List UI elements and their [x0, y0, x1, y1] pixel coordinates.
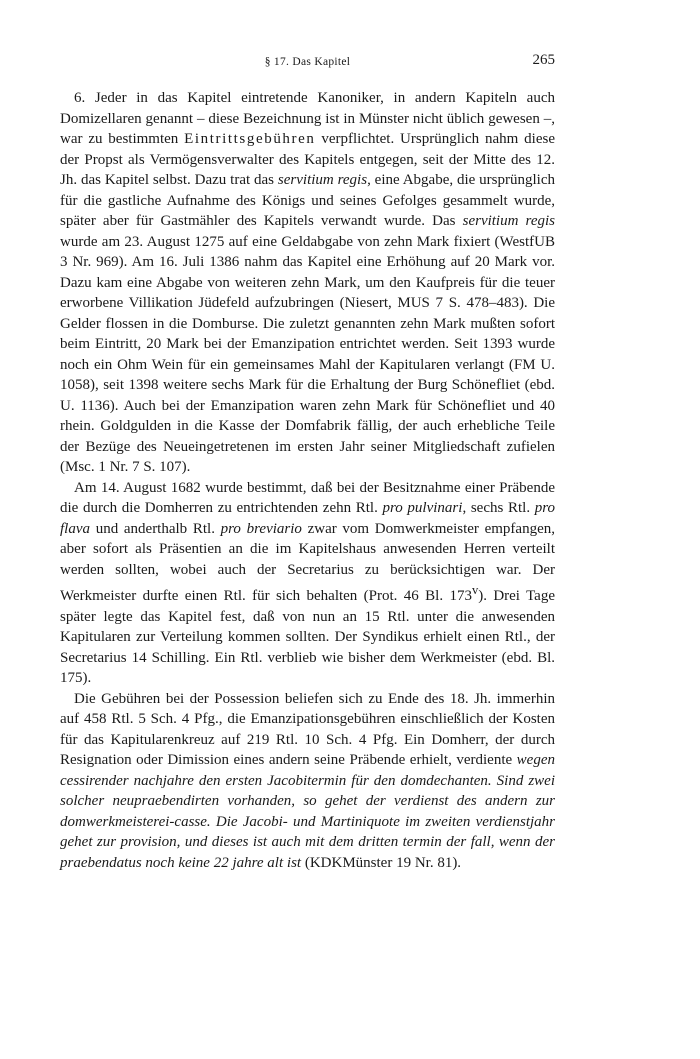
text-segment: , sechs Rtl. — [462, 500, 535, 516]
page-header — [60, 52, 555, 74]
text-segment: wurde am 23. August 1275 auf eine Geldabgabe von zehn Mark fixiert (WestfUB 3 Nr. 969). Am 16. Juli 1386 nahm das Kapitel eine Erhöhung auf 20 Mark vor. Dazu kam eine Abgabe von weiteren zehn Mark, um den Kaufpreis für die teuer erworbene Villikation Jüdefeld aufzubringen (Niesert, MUS 7 S. 478–483). Die Gelder flossen in die Domburse. Die zuletzt genannten zehn Mark mußten sofort beim Eintritt, 20 Mark bei der Emanzipation entrichtet werden. Seit 1393 wurde noch ein Ohm Wein für ein gemeinsames Mahl der Kapitularen verlangt (FM U. 1058), seit 1398 weitere sechs Mark für die Erhaltung der Burg Schönefliet (ebd. U. 1136). Auch bei der Emanzipation waren zehn Mark für Schönefliet und 40 rhein. Goldgulden in die Kasse der Domfabrik fällig, der auch erhebliche Teile der Bezüge des Neueingetretenen im ersten Jahr seiner Mitgliedschaft zufielen (Msc. 1 Nr. 7 S. 107). — [60, 233, 555, 475]
text-segment: verpflichtet. Ursprünglich nahm diese der Propst als Vermögensverwalter des Kapitels entgegen, seit der Mitte des 12. Jh. das Kapitel selbst. Dazu trat das — [60, 131, 555, 188]
paragraph — [60, 689, 555, 874]
text-segment: zwar vom Domwerkmeister empfangen, aber sofort als Präsentien an die im Kapitelshaus anwesenden Herren verteilt werden sollten, wobei auch der Secretarius zu berücksichtigen war. Der Werkmeister durfte einen Rtl. für sich behalten (Prot. 46 Bl. 173 — [60, 520, 555, 604]
text-segment: , eine Abgabe, die ursprünglich für die gastliche Aufnahme des Königs und seines Gefolges gesammelt wurde, später aber für Gastmähler des Kapitels verwandt wurde. Das — [60, 172, 556, 229]
spaced-term: Eintrittsgebühren — [184, 131, 316, 147]
text-segment: (KDKMünster 19 Nr. 81). — [301, 854, 462, 871]
text-segment: 6. Jeder in das Kapitel eintretende Kanoniker, in andern Kapiteln auch Domizellaren genannt – diese Bezeichnung ist in Münster nicht üblich gewesen –, war zu bestimmten — [60, 90, 555, 147]
text-segment: und anderthalb Rtl. — [90, 520, 221, 537]
italic-text: pro pulvinari — [382, 500, 463, 516]
running-title: § 17. Das Kapitel — [264, 56, 351, 68]
italic-text: pro breviario — [220, 520, 302, 537]
italic-text: servitium regis — [277, 172, 368, 188]
paragraph — [60, 88, 555, 478]
text-segment: Die Gebühren bei der Possession beliefen sich zu Ende des 18. Jh. immerhin auf 458 Rtl. 5 Sch. 4 Pfg., die Emanzipationsgebühren einschließlich der Kosten für das Kapitularenkreuz auf 219 Rtl. 10 Sch. 4 Pfg. Ein Domherr, der durch Resignation oder Dimission eines andern seine Präbende erhielt, verdiente — [60, 690, 555, 768]
superscript: v — [471, 583, 479, 597]
text-segment: Am 14. August 1682 wurde bestimmt, daß bei der Besitznahme einer Präbende die durch die Domherren zu entrichtenden zehn Rtl. — [60, 479, 555, 516]
paragraph — [60, 478, 555, 689]
text-segment: ). Drei Tage später legte das Kapitel fest, daß von nun an 15 Rtl. unter die anwesenden Kapitularen zur Verteilung kommen sollten. Der Syndikus erhielt einen Rtl., der Secretarius 14 Schilling. Ein Rtl. verblieb wie bisher dem Werkmeister (ebd. Bl. 175). — [60, 588, 555, 686]
italic-text: pro flava — [60, 500, 555, 537]
italic-text: servitium regis — [462, 213, 555, 229]
italic-text: wegen cessirender nachjahre den ersten Jacobitermin für den domdechanten. Sind zwei solcher neupraebendirten vorhanden, so gehet der verdienst des andern zur domwerkmeisterei-casse. Die Jacobi- und Martiniquote im zweiten verdienstjahr gehet zur provision, und dieses ist auch mit dem dritten termin der fall, wenn der praebendatus noch keine 22 jahre alt ist — [60, 752, 555, 871]
body-text — [60, 88, 555, 873]
document-page — [60, 52, 555, 873]
page-number: 265 — [532, 52, 555, 68]
